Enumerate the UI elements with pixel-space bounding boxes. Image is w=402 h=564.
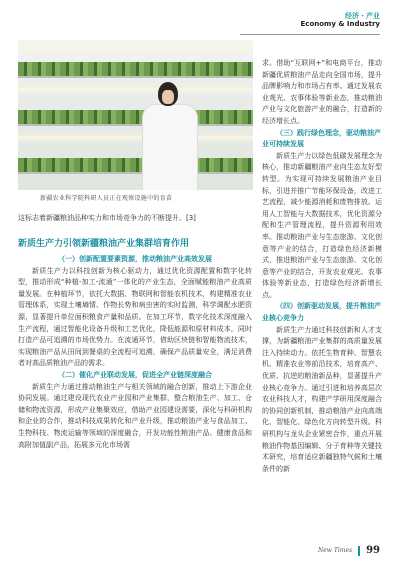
paragraph-1: 新质生产力以科技创新为核心驱动力，通过优化资源配置和数字化转型，推动形成“种植-加工-流通”一体化的产业生态，全面赋能粮油产业高质量发展。在种植环节，依托大数据、物联网和智能农机技术，构建精准农业管理体系，实现土壤墒情、作物长势和病虫害的实时监测，科学调配水肥资源，显著提升单位面积粮食产量和品质。在加工环节，数字化技术深度融入生产流程，通过智能化设备升级和工艺优化，降低能源和原材料成本，同时打造产品可追溯的市场优势力。在流通环节，借助区块链和智能物流技术，实现粮油产品从田间到餐桌的全流程可追溯，确保产品质量安全，满足消费者对高品质粮油产品的需求。 [18,266,252,368]
photo-caption: 新疆农业科学院科研人员正在观察设施中的育苗 [40,195,173,202]
section-label-cn: 经济・产业 [345,12,380,20]
paragraph-4: 新质生产力通过科技创新和人才支撑，为新疆粮油产业集群的高质量发展注入持续动力。依托生物育种、智慧农机、精准农业等前沿技术，培育高产、优质、抗逆的粮油新品种，显著提升产业核心竞争力。通过引进和培养高层次农业科技人才，构建产学研用深度融合的协同创新机制，推动粮油产业向高端化、智能化、绿色化方向转型升级。科研机构与龙头企业紧密合作，重点开展粮油作物基因编辑、分子育种等关键技术研究，培育适应新疆独特气候和土壤条件的新 [262,325,382,473]
page-footer [318,545,380,556]
footer-divider [358,546,360,556]
header-rule [240,34,380,35]
section-header [301,12,380,28]
lab-photo [18,40,253,190]
subheading-1: （一）创新配置要素资源，推动粮油产业高效发展 [58,255,212,263]
subheading-4: （四）创新驱动发展，提升粮油产业核心竞争力 [262,302,381,323]
lead-paragraph: 这标志着新疆粮油品种实力和市场竞争力的不断提升。[3] [18,214,196,222]
section-label-en: Economy & Industry [300,20,380,29]
paragraph-continued: 求。借助“互联网+”和电商平台，推动新疆优质粮油产品走向全国市场，提升品牌影响力和市场占有率。通过发展农业观光、农事体验等新业态，推动粮油产业与文化旅游产业的融合，打造新的经济增长点。 [262,59,382,125]
subheading-3: （三）践行绿色理念，驱动粮油产业可持续发展 [262,128,381,149]
subheading-2: （二）催化产业联动发展，促进全产业链深度融合 [58,370,212,379]
researcher-figure [138,82,200,190]
column-right [262,58,382,475]
column-left [18,238,252,451]
page-number: 99 [366,545,380,556]
magazine-name: New Times [317,547,353,554]
paragraph-2: 新质生产力通过推动粮油生产与相关领域的融合创新，推动上下游企业协同发展。通过建设现代农业产业园和产业集群，整合粮油生产、加工、仓储和物流资源，形成产业集聚效应，借助产业园建设需要，深化与科研机构和企业的合作，推动科技成果转化和产业升级，推动粮油产业与食品加工、生物科技、物流运输等领域的深度融合，开发功能性粮油产品、健康食品和高附加值副产品，拓展多元化市场需 [18,382,252,449]
section-title: 新质生产力引领新疆粮油产业集群培育作用 [18,239,190,249]
paragraph-3: 新质生产力以绿色低碳发展理念为核心，推动新疆粮油产业向生态友好型转型。为实现可持续发展粮油产业目标，引进并推广节能环保设备，改进工艺流程，减少能源消耗和废物排放。运用人工智能与大数据技术，优化资源分配和生产管理流程，提升资源利用效率。推动粮油产业与生态旅游、文化创意等产业的结合，打造绿色经济新模式，推进粮油产业与生态旅游、文化创意等产业的结合，开发农业观光、农事体验等新业态，打造绿色经济新增长点。 [262,151,382,299]
